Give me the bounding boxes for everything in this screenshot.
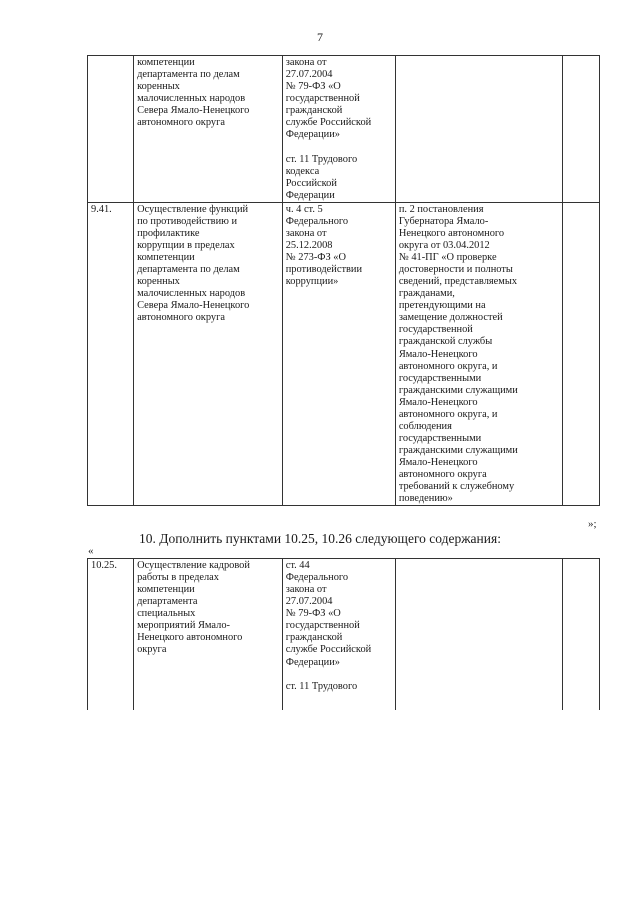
table-row [88, 202, 600, 506]
legal-basis-federal: ст. 44 Федерального закона от 27.07.2004 № 79-ФЗ «О государственной гражданской службе Российской Федерации» ст. 11 Трудового [282, 559, 395, 711]
functions-table-continued [87, 55, 600, 506]
closing-quote: »; [588, 518, 597, 530]
table-row [88, 56, 600, 203]
function-description: Осуществление кадровой работы в пределах компетенции департамента специальных мероприятий Ямало- Ненецкого автономного округа [134, 559, 283, 711]
item-number: 10.25. [88, 559, 134, 711]
page-number: 7 [317, 30, 323, 44]
amendment-instruction: 10. Дополнить пунктами 10.25, 10.26 следующего содержания: [139, 531, 501, 546]
legal-basis-regional: п. 2 постановления Губернатора Ямало- Ненецкого автономного округа от 03.04.2012 № 41-ПГ «О проверке достоверности и полноты сведений, представляемых гражданами, претендующими на замещение должностей государственной гражданской службы Ямало-Ненецкого автономного округа, и государственными гражданскими служащими Ямало-Ненецкого автономного округа, и соблюдения государственными гражданскими служащими Ямало-Ненецкого автономного округа требований к служебному поведению» [395, 202, 563, 506]
opening-quote: « [88, 545, 94, 557]
extra-column [563, 56, 600, 203]
legal-basis-federal: ч. 4 ст. 5 Федерального закона от 25.12.2008 № 273-ФЗ «О противодействии коррупции» [282, 202, 395, 506]
functions-table-new-items [87, 558, 600, 710]
table-row [88, 559, 600, 711]
legal-basis-regional [395, 56, 563, 203]
extra-column [563, 559, 600, 711]
extra-column [563, 202, 600, 506]
function-description: Осуществление функций по противодействию и профилактике коррупции в пределах компетенции департамента по делам коренных малочисленных народов Севера Ямало-Ненецкого автономного округа [134, 202, 283, 506]
legal-basis-federal: закона от 27.07.2004 № 79-ФЗ «О государственной гражданской службе Российской Федерации» ст. 11 Трудового кодекса Российской Федерации [282, 56, 395, 203]
legal-basis-regional [395, 559, 563, 711]
item-number: 9.41. [88, 202, 134, 506]
item-number [88, 56, 134, 203]
function-description: компетенции департамента по делам коренных малочисленных народов Севера Ямало-Ненецкого автономного округа [134, 56, 283, 203]
